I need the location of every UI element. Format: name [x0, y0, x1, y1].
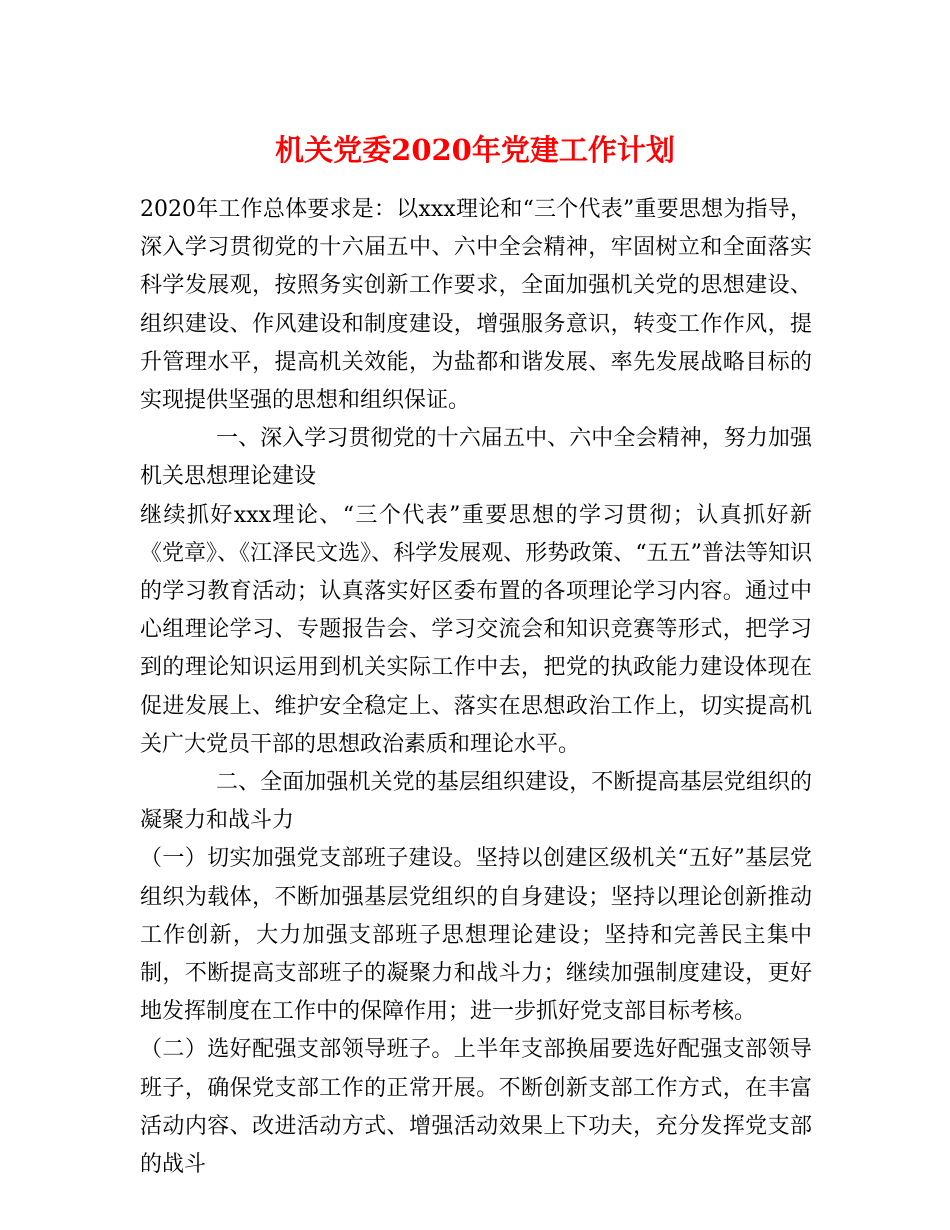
document-title: 机关党委2020年党建工作计划	[275, 133, 675, 167]
document-body	[140, 191, 812, 1184]
paragraph-branch-building: （一）切实加强党支部班子建设。坚持以创建区级机关“五好”基层党组织为载体，不断加强基层党组织的自身建设；坚持以理论创新推动工作创新，大力加强支部班子思想理论建设；坚持和完善民主集中制，不断提高支部班子的凝聚力和战斗力；继续加强制度建设，更好地发挥制度在工作中的保障作用；进一步抓好党支部目标考核。	[140, 846, 812, 1025]
section-heading-2: 二、全面加强机关党的基层组织建设，不断提高基层党组织的凝聚力和战斗力	[140, 770, 812, 834]
paragraph-overall-requirements: 2020年工作总体要求是：以xxx理论和“三个代表”重要思想为指导，深入学习贯彻党的十六届五中、六中全会精神，牢固树立和全面落实科学发展观，按照务实创新工作要求，全面加强机关党的思想建设、组织建设、作风建设和制度建设，增强服务意识，转变工作作风，提升管理水平，提高机关效能，为盐都和谐发展、率先发展战略目标的实现提供坚强的思想和组织保证。	[140, 197, 812, 414]
paragraph-theory-study: 继续抓好xxx理论、“三个代表”重要思想的学习贯彻；认真抓好新《党章》、《江泽民文选》、科学发展观、形势政策、“五五”普法等知识的学习教育活动；认真落实好区委布置的各项理论学习内容。通过中心组理论学习、专题报告会、学习交流会和知识竞赛等形式，把学习到的理论知识运用到机关实际工作中去，把党的执政能力建设体现在促进发展上、维护安全稳定上、落实在思想政治工作上，切实提高机关广大党员干部的思想政治素质和理论水平。	[140, 502, 812, 757]
section-heading-1: 一、深入学习贯彻党的十六届五中、六中全会精神，努力加强机关思想理论建设	[140, 426, 812, 490]
paragraph-branch-leadership: （二）选好配强支部领导班子。上半年支部换届要选好配强支部领导班子，确保党支部工作的正常开展。不断创新支部工作方式，在丰富活动内容、改进活动方式、增强活动效果上下功夫，充分发挥党支部的战斗	[140, 1037, 812, 1178]
